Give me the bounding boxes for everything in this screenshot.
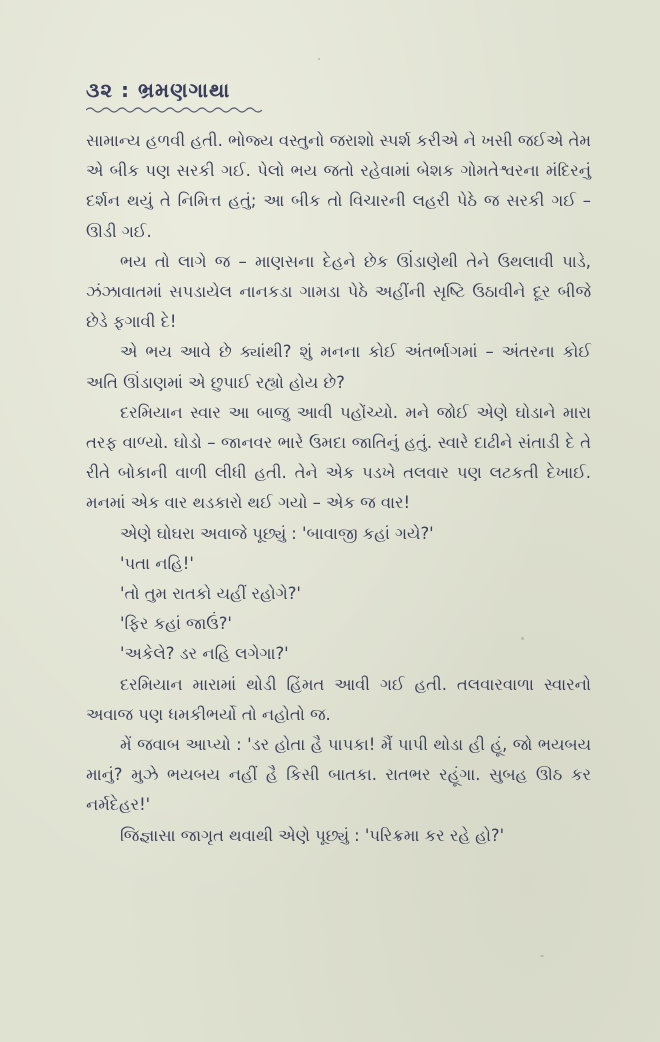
paragraph: જિજ્ઞાસા જાગૃત થવાથી એણે પૂછ્યું : 'પરિક્રમા કર રહે હો?' — [120, 825, 505, 845]
paragraph: દરમિયાન સ્વાર આ બાજુ આવી પહોંચ્યો. મને જોઈ એણે ઘોડાને મારા તરફ વાળ્યો. ઘોડો – જાનવર ભારે ઉમદા જાતિનું હતું. સ્વારે દાઢીને સંતાડી દે તે રીતે બોકાની વાળી લીધી હતી. તેને એક પડખે તલવાર પણ લટકતી દેખાઈ. મનમાં એક વાર થડકારો થઈ ગયો – એક જ વાર! — [86, 402, 591, 513]
paragraph: ભય તો લાગે જ – માણસના દેહને છેક ઊંડાણેથી તેને ઉથલાવી પાડે, ઝંઝાવાતમાં સપડાયેલ નાનકડા ગામડા પેઠે અહીંની સૃષ્ટિ ઉઠાવીને દૂર બીજે છેડે ફગાવી દે! — [86, 251, 591, 332]
paragraph: એ ભય આવે છે ક્યાંથી? શું મનના કોઈ અંતર્ભાગમાં – અંતરના કોઈ અતિ ઊંડાણમાં એ છુપાઈ રહ્યો હોય છે? — [86, 342, 591, 392]
paragraph: મેં જવાબ આપ્યો : 'ડર હોતા હૈ પાપકા! મૈં પાપી થોડા હી હૂં, જો ભયબય માનું? મુઝે ભયબય નહીં હૈ કિસી બાતકા. રાતભર રહૂંગા. સુબહ ઊઠ કર નર્મદેહર!' — [86, 735, 591, 815]
dialogue-line: 'તો તુમ રાતકો યહીં રહોગે?' — [120, 584, 301, 604]
running-header: ૩૨ : ભ્રમણગાથા — [86, 78, 231, 102]
dialogue-line: 'અકેલે? ડર નહિ લગેગા?' — [120, 644, 289, 664]
paper-speck — [521, 637, 524, 640]
page-body-text — [86, 126, 591, 851]
dialogue-line: 'ફિર કહાં જાઉં?' — [120, 614, 232, 634]
paper-speck — [540, 955, 544, 957]
dialogue-line: એણે ઘોઘરા અવાજે પૂછ્યું : 'બાવાજી કહાં ગયે?' — [120, 523, 434, 543]
paragraph: સામાન્ય હળવી હતી. ભોજ્ય વસ્તુનો જરાશો સ્પર્શ કરીએ ને ખસી જઈએ તેમ એ બીક પણ સરકી ગઈ. પેલો ભય જતો રહેવામાં બેશક ગોમતેશ્વરના મંદિરનું દર્શન થયું તે નિમિત્ત હતું; આ બીક તો વિચારની લહરી પેઠે જ સરકી ગઈ – ઊડી ગઈ. — [86, 131, 591, 241]
dialogue-line: 'પતા નહિ!' — [120, 553, 194, 573]
paper-speck — [318, 58, 320, 60]
header-wavy-underline — [86, 106, 266, 114]
paragraph: દરમિયાન મારામાં થોડી હિંમત આવી ગઈ હતી. તલવારવાળા સ્વારનો અવાજ પણ ધમકીભર્યો તો નહોતો જ. — [86, 674, 591, 724]
